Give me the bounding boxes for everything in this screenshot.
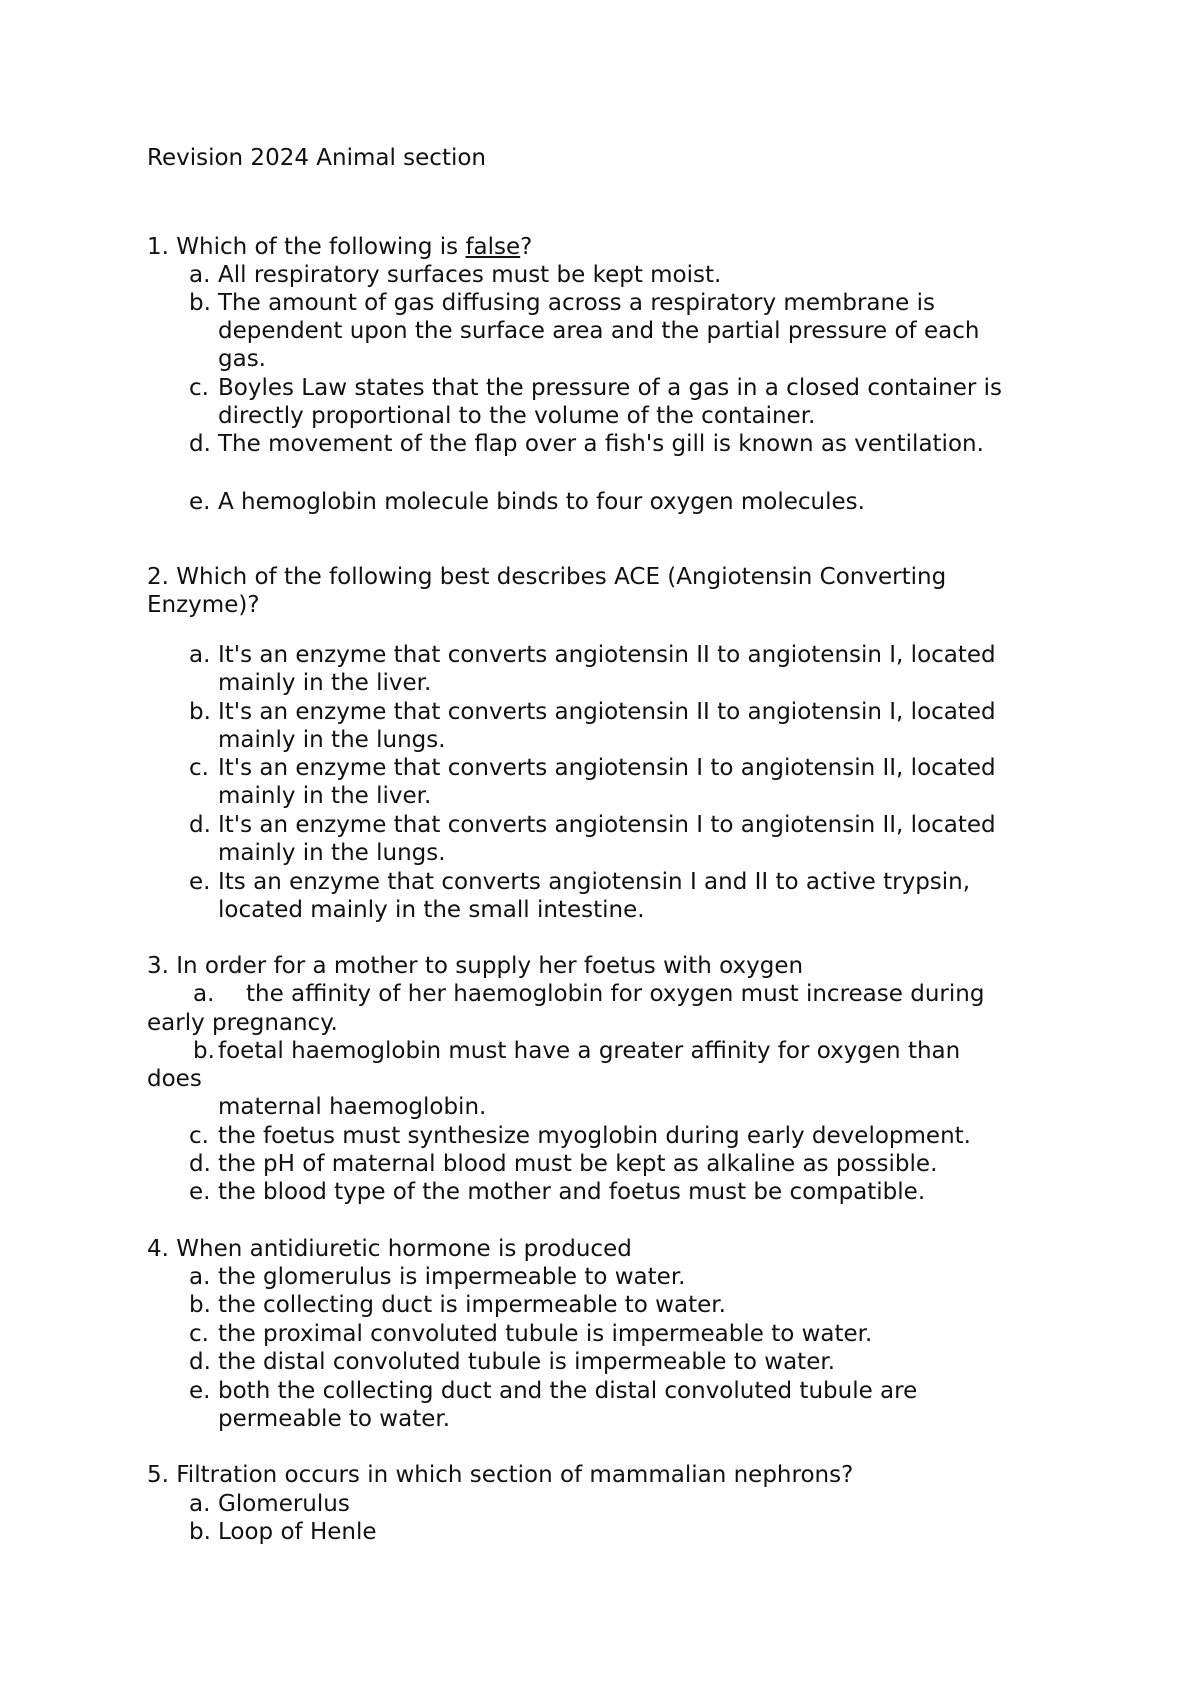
- option-label: c.: [189, 375, 209, 401]
- option-label: b.: [189, 699, 211, 725]
- option-label: c.: [189, 1321, 209, 1347]
- question-1-stem: 1. Which of the following is false?: [147, 234, 533, 260]
- underlined-word: false: [465, 234, 521, 260]
- option-text: early pregnancy.: [147, 1010, 338, 1036]
- option-text: Loop of Henle: [218, 1519, 377, 1545]
- option-text: maternal haemoglobin.: [218, 1094, 487, 1120]
- option-text: located mainly in the small intestine.: [218, 897, 645, 923]
- option-label: c.: [189, 1123, 209, 1149]
- option-text: both the collecting duct and the distal convoluted tubule are: [218, 1378, 918, 1404]
- question-2-stem: Enzyme)?: [147, 592, 260, 618]
- question-5-stem: 5. Filtration occurs in which section of mammalian nephrons?: [147, 1462, 854, 1488]
- option-text: Its an enzyme that converts angiotensin I and II to active trypsin,: [218, 869, 971, 895]
- option-text: the collecting duct is impermeable to water.: [218, 1292, 726, 1318]
- option-label: e.: [189, 1179, 211, 1205]
- option-text: It's an enzyme that converts angiotensin II to angiotensin I, located: [218, 699, 996, 725]
- option-text: It's an enzyme that converts angiotensin I to angiotensin II, located: [218, 812, 996, 838]
- option-text: Boyles Law states that the pressure of a gas in a closed container is: [218, 375, 1002, 401]
- option-text: the affinity of her haemoglobin for oxygen must increase during: [246, 981, 985, 1007]
- document-title: Revision 2024 Animal section: [147, 145, 487, 171]
- option-text: the distal convoluted tubule is impermeable to water.: [218, 1349, 836, 1375]
- option-text: the pH of maternal blood must be kept as alkaline as possible.: [218, 1151, 938, 1177]
- option-text: It's an enzyme that converts angiotensin II to angiotensin I, located: [218, 642, 996, 668]
- option-text: gas.: [218, 346, 266, 372]
- option-label: d.: [189, 1349, 211, 1375]
- option-text: the blood type of the mother and foetus must be compatible.: [218, 1179, 926, 1205]
- option-label: a.: [193, 981, 215, 1007]
- option-label: c.: [189, 755, 209, 781]
- option-text: All respiratory surfaces must be kept moist.: [218, 262, 722, 288]
- option-label: a.: [189, 1491, 211, 1517]
- option-label: d.: [189, 431, 211, 457]
- option-text: dependent upon the surface area and the partial pressure of each: [218, 318, 980, 344]
- option-text: directly proportional to the volume of the container.: [218, 403, 816, 429]
- option-label: b.: [189, 1519, 211, 1545]
- option-text: the foetus must synthesize myoglobin during early development.: [218, 1123, 971, 1149]
- option-text: Glomerulus: [218, 1491, 350, 1517]
- option-text: permeable to water.: [218, 1406, 451, 1432]
- option-text: the proximal convoluted tubule is impermeable to water.: [218, 1321, 873, 1347]
- option-text: The movement of the flap over a fish's gill is known as ventilation.: [218, 431, 984, 457]
- option-text: the glomerulus is impermeable to water.: [218, 1264, 686, 1290]
- option-label: b.: [189, 290, 211, 316]
- option-text: mainly in the lungs.: [218, 840, 446, 866]
- option-label: a.: [189, 1264, 211, 1290]
- option-label: a.: [189, 262, 211, 288]
- option-label: e.: [189, 1378, 211, 1404]
- option-text: does: [147, 1066, 202, 1092]
- option-label: d.: [189, 1151, 211, 1177]
- question-number: 1.: [147, 234, 169, 260]
- option-text: mainly in the liver.: [218, 783, 432, 809]
- option-label: a.: [189, 642, 211, 668]
- option-text: foetal haemoglobin must have a greater affinity for oxygen than: [218, 1038, 961, 1064]
- option-label: d.: [189, 812, 211, 838]
- question-4-stem: 4. When antidiuretic hormone is produced: [147, 1236, 632, 1262]
- option-text: A hemoglobin molecule binds to four oxygen molecules.: [218, 489, 865, 515]
- option-label: e.: [189, 869, 211, 895]
- option-text: The amount of gas diffusing across a respiratory membrane is: [218, 290, 935, 316]
- option-label: b.: [193, 1038, 215, 1064]
- question-2-stem: 2. Which of the following best describes ACE (Angiotensin Converting: [147, 564, 947, 590]
- option-text: mainly in the lungs.: [218, 727, 446, 753]
- option-label: e.: [189, 489, 211, 515]
- option-text: mainly in the liver.: [218, 670, 432, 696]
- question-3-stem: 3. In order for a mother to supply her foetus with oxygen: [147, 953, 804, 979]
- option-text: It's an enzyme that converts angiotensin I to angiotensin II, located: [218, 755, 996, 781]
- option-label: b.: [189, 1292, 211, 1318]
